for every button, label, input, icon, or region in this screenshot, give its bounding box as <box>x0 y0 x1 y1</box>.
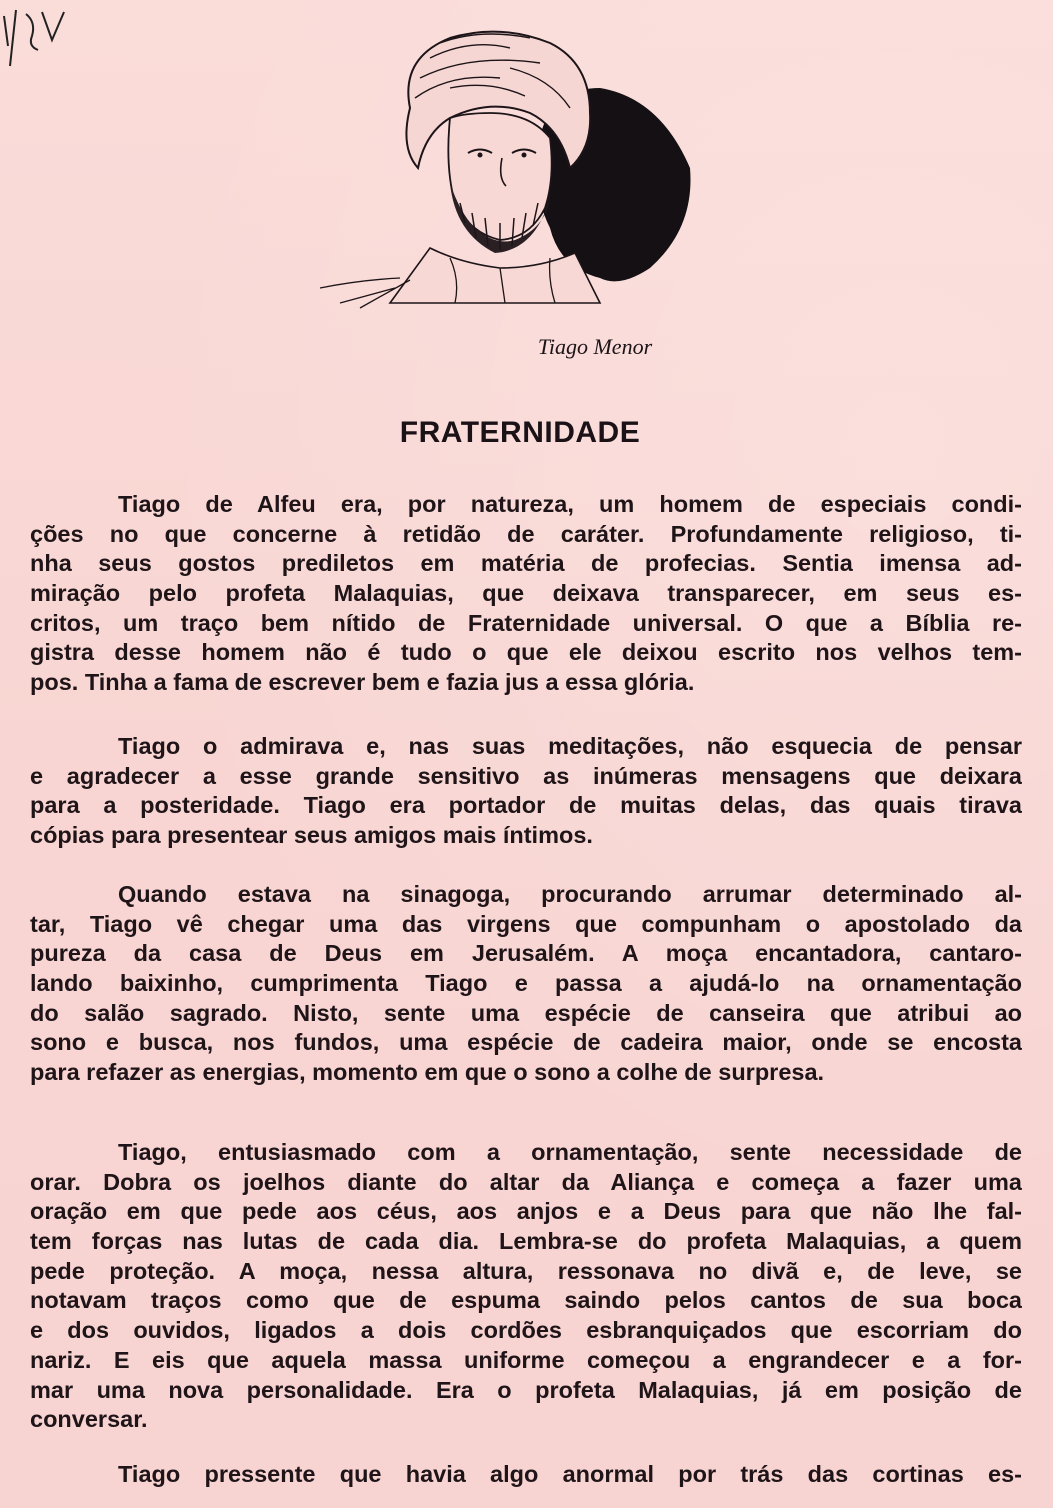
text-line: lando baixinho, cumprimenta Tiago e passa a ajudá-lo na ornamentação <box>30 970 1022 997</box>
text-line: Tiago de Alfeu era, por natureza, um homem de especiais condi- <box>118 491 1022 517</box>
text-line: para refazer as energias, momento em que o sono a colhe de surpresa. <box>30 1059 825 1086</box>
text-line: critos, um traço bem nítido de Fraternidade universal. O que a Bíblia re- <box>30 609 1022 636</box>
paragraph-5 <box>30 1460 1022 1490</box>
text-line: e dos ouvidos, ligados a dois cordões esbranquiçados que escorriam do <box>30 1317 1022 1344</box>
text-line: pos. Tinha a fama de escrever bem e fazia jus a essa glória. <box>30 669 695 696</box>
text-line: notavam traços como que de espuma saindo pelos cantos de sua boca <box>30 1287 1022 1314</box>
text-line: miração pelo profeta Malaquias, que deixava transparecer, em seus es- <box>30 580 1022 607</box>
text-line: tar, Tiago vê chegar uma das virgens que compunham o apostolado da <box>30 910 1022 937</box>
text-line: para a posteridade. Tiago era portador de muitas delas, das quais tirava <box>30 792 1022 819</box>
text-line: Tiago, entusiasmado com a ornamentação, sente necessidade de <box>118 1139 1022 1165</box>
handwritten-page-number <box>2 6 72 96</box>
page-title: FRATERNIDADE <box>399 416 641 449</box>
tiago-menor-portrait-drawing <box>300 18 700 318</box>
text-line: Quando estava na sinagoga, procurando arrumar determinado al- <box>118 881 1022 907</box>
text-line: ções no que concerne à retidão de caráter. Profundamente religioso, ti- <box>30 520 1022 547</box>
paragraph-4 <box>30 1138 1022 1435</box>
text-line: do salão sagrado. Nisto, sente uma espécie de canseira que atribui ao <box>30 999 1022 1026</box>
text-line: pureza da casa de Deus em Jerusalém. A moça encantadora, cantaro- <box>30 940 1022 967</box>
text-line: oração em que pede aos céus, aos anjos e a Deus para que não lhe fal- <box>30 1198 1022 1225</box>
text-line: nha seus gostos prediletos em matéria de profecias. Sentia imensa ad- <box>30 550 1022 577</box>
text-line: Tiago o admirava e, nas suas meditações, não esquecia de pensar <box>118 733 1022 759</box>
text-line: Tiago pressente que havia algo anormal por trás das cortinas es- <box>118 1461 1022 1487</box>
paragraph-2 <box>30 732 1022 851</box>
text-line: tem forças nas lutas de cada dia. Lembra-se do profeta Malaquias, a quem <box>30 1228 1022 1255</box>
illustration-caption: Tiago Menor <box>537 334 653 359</box>
text-line: conversar. <box>30 1406 148 1433</box>
text-line: mar uma nova personalidade. Era o profeta Malaquias, já em posição de <box>30 1376 1022 1403</box>
text-line: pede proteção. A moça, nessa altura, ressonava no divã e, de leve, se <box>30 1257 1022 1284</box>
text-line: e agradecer a esse grande sensitivo as inúmeras mensagens que deixara <box>30 762 1022 789</box>
paragraph-1 <box>30 490 1022 698</box>
text-line: nariz. E eis que aquela massa uniforme começou a engrandecer e a for- <box>30 1346 1022 1373</box>
text-line: cópias para presentear seus amigos mais íntimos. <box>30 822 593 849</box>
text-line: gistra desse homem não é tudo o que ele deixou escrito nos velhos tem- <box>30 639 1022 666</box>
text-line: orar. Dobra os joelhos diante do altar da Aliança e começa a fazer uma <box>30 1168 1022 1195</box>
text-line: sono e busca, nos fundos, uma espécie de cadeira maior, onde se encosta <box>30 1029 1022 1056</box>
paragraph-3 <box>30 880 1022 1088</box>
